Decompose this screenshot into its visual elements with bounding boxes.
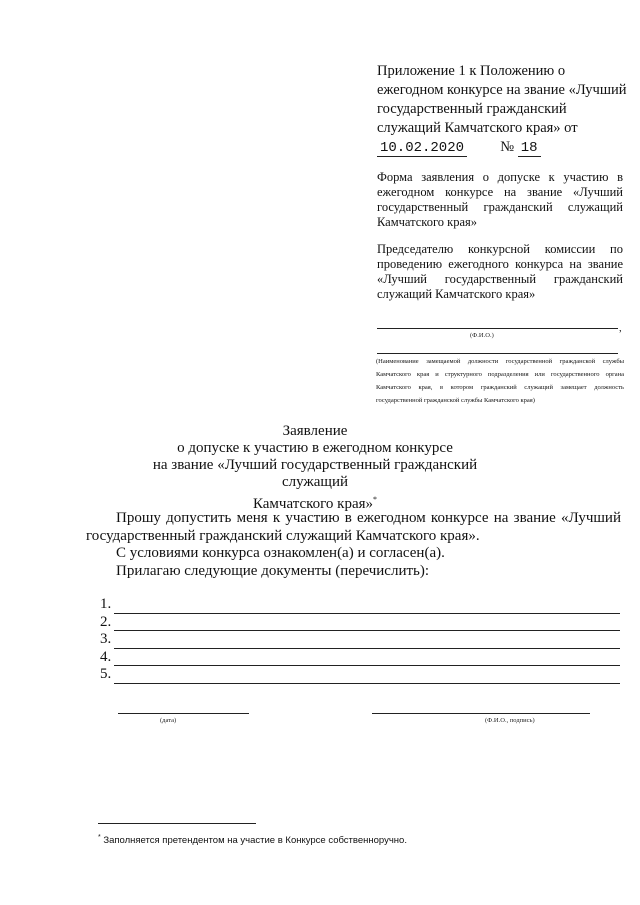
footnote-text: Заполняется претендентом на участие в Конкурсе собственноручно. — [103, 835, 407, 847]
document-field[interactable] — [114, 617, 620, 631]
statement-body — [86, 510, 621, 580]
list-item[interactable]: 5. — [100, 666, 620, 684]
footnote — [98, 834, 407, 846]
list-item[interactable]: 4. — [100, 649, 620, 667]
title-line-2: о допуске к участию в ежегодном конкурсе — [177, 440, 453, 456]
appendix-number-label: № — [500, 139, 515, 155]
fio-comma: , — [619, 322, 622, 334]
footnote-mark: * — [98, 834, 101, 841]
appendix-date: 10.02.2020 — [377, 140, 467, 157]
document-field[interactable] — [114, 670, 620, 684]
body-paragraph-3: Прилагаю следующие документы (перечислить): — [116, 562, 430, 579]
appendix-number: 18 — [518, 140, 541, 157]
document-field[interactable] — [114, 635, 620, 649]
document-field[interactable] — [114, 600, 620, 614]
body-paragraph-1: Прошу допустить меня к участию в ежегодном конкурсе на звание «Лучший государственный гражданский служащий Камчатского края». — [86, 510, 621, 544]
title-line-4: Камчатского края» — [252, 496, 374, 512]
appendix-header — [377, 62, 627, 158]
list-item[interactable]: 1. — [100, 596, 620, 614]
document-field[interactable] — [114, 652, 620, 666]
position-line — [377, 353, 618, 354]
fio-line — [377, 328, 618, 329]
title-mark: * — [373, 495, 378, 504]
fio-label: (Ф.И.О.) — [470, 332, 494, 339]
list-item[interactable]: 2. — [100, 614, 620, 632]
fio-sign-line[interactable] — [372, 713, 590, 714]
title-line-3: на звание «Лучший государственный гражданский служащий — [152, 457, 478, 490]
documents-list — [100, 596, 620, 684]
footnote-divider — [98, 823, 256, 824]
title-line-1: Заявление — [282, 423, 348, 439]
date-line[interactable] — [118, 713, 249, 714]
body-paragraph-2: С условиями конкурса ознакомлен(а) и согласен(а). — [116, 545, 445, 561]
fio-sign-label: (Ф.И.О., подпись) — [485, 717, 535, 724]
date-label: (дата) — [160, 717, 177, 724]
position-note: (Наименование замещаемой должности государственной гражданской службы Камчатского края и структурного подразделения или государственного органа Камчатского края, в котором гражданский служащий замещает должность государственной гражданской службы Камчатского края) — [376, 358, 624, 404]
statement-title — [120, 423, 510, 513]
form-note: Форма заявления о допуске к участию в ежегодном конкурсе на звание «Лучший государственный гражданский служащий Камчатского края» — [377, 170, 623, 229]
list-item[interactable]: 3. — [100, 631, 620, 649]
appendix-text: Приложение 1 к Положению о ежегодном конкурсе на звание «Лучший государственный гражданский служащий Камчатского края» от — [377, 63, 627, 136]
addressee: Председателю конкурсной комиссии по проведению ежегодного конкурса на звание «Лучший государственный гражданский служащий Камчатского края» — [377, 242, 623, 301]
